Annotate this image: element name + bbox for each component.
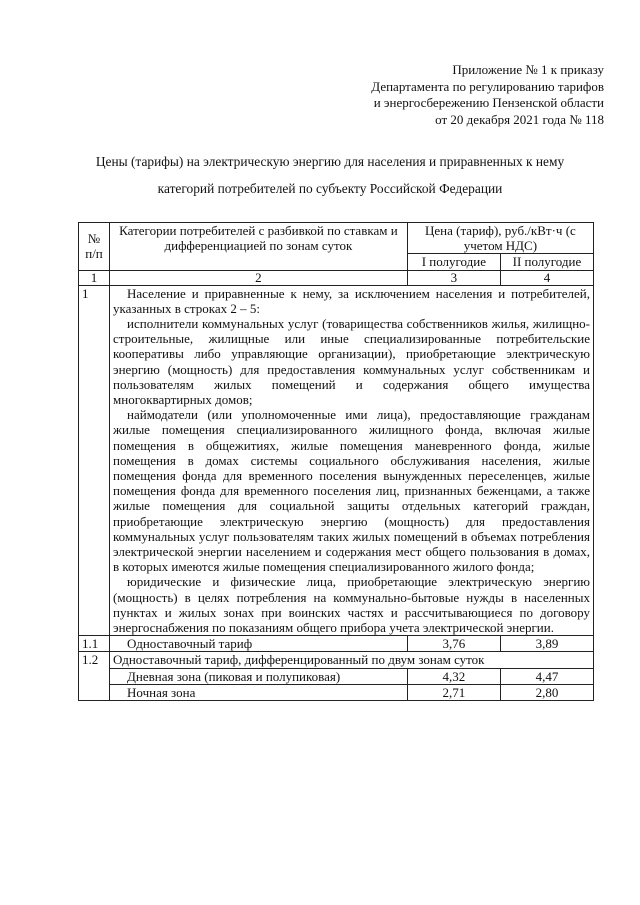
title-line: категорий потребителей по субъекту Российской Федерации [157, 181, 503, 196]
title-line: Цены (тарифы) на электрическую энергию для населения и приравненных к нему [95, 154, 565, 169]
header-line: от 20 декабря 2021 года № 118 [435, 111, 604, 127]
table-row [79, 636, 594, 652]
row-paragraph: исполнители коммунальных услуг (товарищества собственников жилья, жилищно-строительные, жилищные или иные специализированные потребительские кооперативы либо управляющие организации), приобретающие электрическую энергию (мощность) для предоставления коммунальных услуг собственникам и пользователям жилых помещений и содержания общего имущества многоквартирных домов; [113, 316, 590, 408]
price-half2: 4,47 [500, 668, 593, 684]
row-paragraph: юридические и физические лица, приобретающие электрическую энергию (мощность) в целях потребления на коммунально-бытовые нужды в населенных пунктах и жилых зонах при воинских частях и рассчитывающиеся по договору энергоснабжения по показаниям общего прибора учета электрической энергии. [113, 574, 590, 636]
row-label: Дневная зона (пиковая и полупиковая) [110, 668, 408, 684]
row-intro: Население и приравненные к нему, за исключением населения и потребителей, указанных в строках 2 – 5: [113, 285, 590, 316]
column-header-half1: I полугодие [407, 254, 500, 270]
row-label: Одноставочный тариф [110, 636, 408, 652]
column-index-row [79, 270, 594, 285]
row-description [110, 285, 594, 636]
tariff-table [78, 222, 594, 701]
row-number: 1 [79, 285, 110, 636]
table-header-row [79, 223, 594, 254]
price-half2: 2,80 [500, 684, 593, 700]
table-row [79, 652, 594, 668]
header-line: Департамента по регулированию тарифов [371, 78, 604, 94]
column-index: 3 [407, 270, 500, 285]
column-header-half2: II полугодие [500, 254, 593, 270]
column-index: 1 [79, 270, 110, 285]
row-label: Одноставочный тариф, дифференцированный по двум зонам суток [110, 652, 594, 668]
table-row [79, 285, 594, 636]
price-half2: 3,89 [500, 636, 593, 652]
row-paragraph: наймодатели (или уполномоченные ими лица), предоставляющие гражданам жилые помещения специализированного жилищного фонда, включая жилые помещения в общежитиях, жилые помещения маневренного фонда, жилые помещения в домах системы социального обслуживания населения, жилые помещения фонда для временного поселения вынужденных переселенцев, жилые помещения фонда для временного поселения лиц, признанных беженцами, а также жилые помещения для социальной защиты отдельных категорий граждан, приобретающие электрическую энергию (мощность) для предоставления коммунальных услуг пользователям таких жилых помещений в объемах потребления электрической энергии населением и содержания мест общего пользования в домах, в которых имеются жилые помещения специализированного жилого фонда; [113, 407, 590, 575]
document-title [40, 148, 620, 202]
table-row [79, 684, 594, 700]
row-number: 1.1 [79, 636, 110, 652]
column-index: 4 [500, 270, 593, 285]
column-header-number: № п/п [79, 223, 110, 271]
header-line: и энергосбережению Пензенской области [373, 95, 604, 110]
header-line: Приложение № 1 к приказу [452, 62, 604, 77]
price-half1: 2,71 [407, 684, 500, 700]
row-number: 1.2 [79, 652, 110, 701]
table-row [79, 668, 594, 684]
column-header-price: Цена (тариф), руб./кВт·ч (с учетом НДС) [407, 223, 593, 254]
column-header-category: Категории потребителей с разбивкой по ставкам и дифференциацией по зонам суток [110, 223, 408, 271]
column-index: 2 [110, 270, 408, 285]
price-half1: 4,32 [407, 668, 500, 684]
price-half1: 3,76 [407, 636, 500, 652]
row-label: Ночная зона [110, 684, 408, 700]
order-reference [371, 62, 604, 128]
